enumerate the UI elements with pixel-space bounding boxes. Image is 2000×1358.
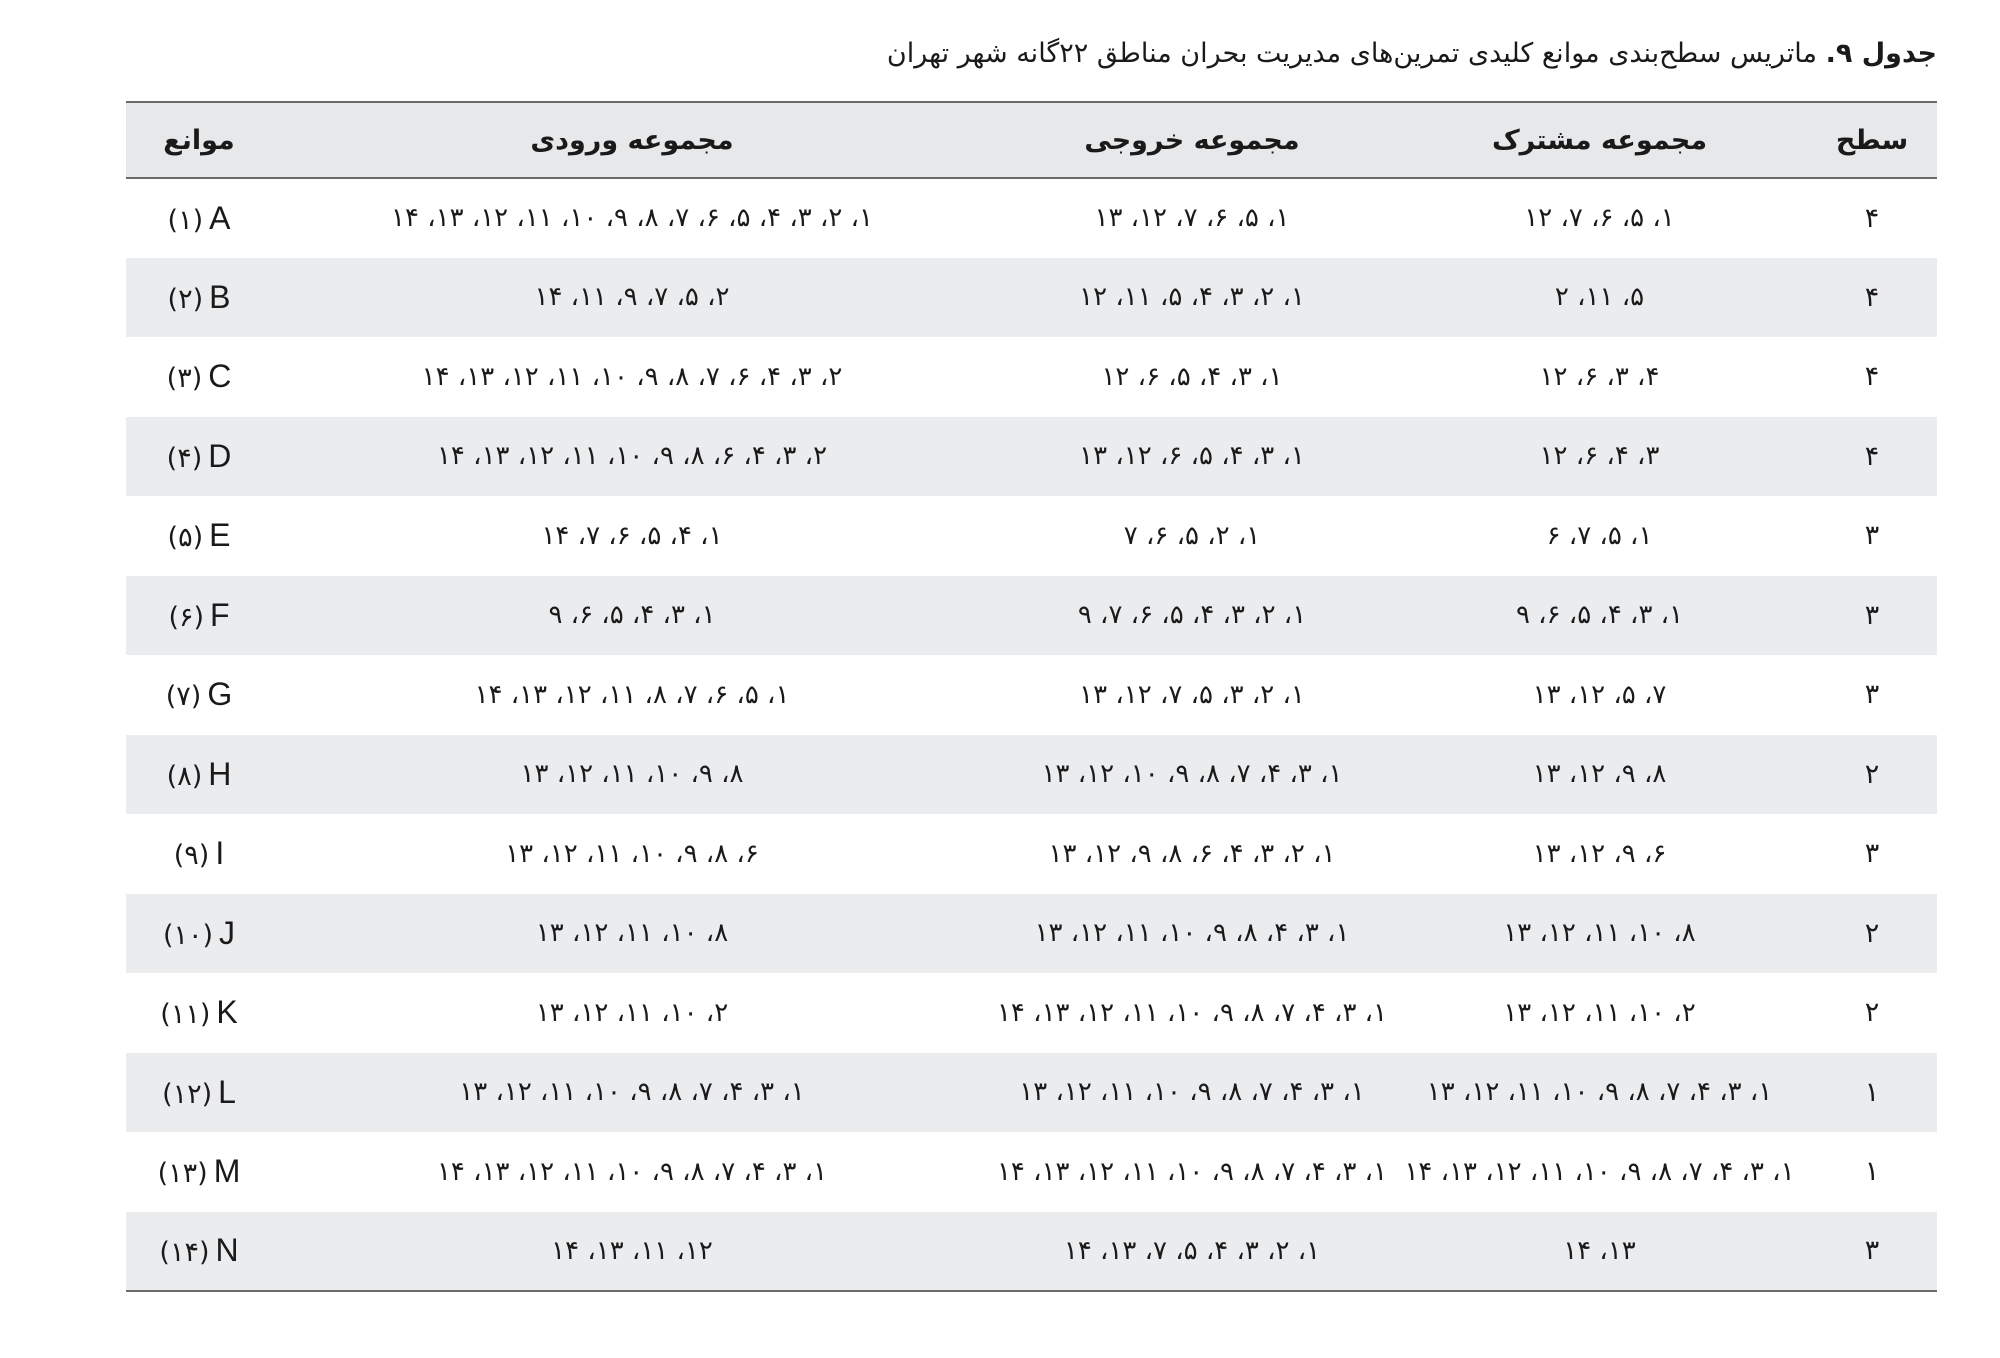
levels-table-container: [126, 101, 1937, 1292]
obstacle-letter: F: [210, 596, 230, 633]
cell-common-set: ۱، ۳، ۴، ۵، ۶، ۹: [1515, 600, 1684, 631]
cell-level: ۳: [1864, 599, 1880, 631]
cell-common-set: ۳، ۴، ۶، ۱۲: [1539, 441, 1660, 472]
cell-input-set: ۱، ۲، ۳، ۴، ۵، ۶، ۷، ۸، ۹، ۱۰، ۱۱، ۱۲، ۱۳، ۱۴: [391, 203, 873, 234]
obstacle-number: (۲): [167, 283, 204, 315]
table-row: [126, 178, 1937, 258]
obstacle-letter: D: [208, 437, 232, 474]
table-row: [126, 576, 1937, 656]
table-header: [126, 102, 1937, 178]
cell-level: ۴: [1864, 281, 1880, 313]
cell-common-set: ۲، ۱۰، ۱۱، ۱۲، ۱۳: [1503, 997, 1696, 1028]
cell-output-set: ۱، ۳، ۴، ۵، ۶، ۱۲: [1101, 361, 1283, 392]
cell-output-set: ۱، ۲، ۳، ۵، ۷، ۱۲، ۱۳: [1079, 679, 1305, 710]
obstacle-letter: E: [209, 517, 231, 554]
table-row: [126, 1212, 1937, 1292]
cell-output-set: ۱، ۲، ۳، ۴، ۵، ۷، ۱۳، ۱۴: [1063, 1235, 1321, 1266]
cell-obstacle: [126, 973, 272, 1053]
cell-common-set: ۷، ۵، ۱۲، ۱۳: [1532, 679, 1667, 710]
cell-output-set: ۱، ۳، ۴، ۸، ۹، ۱۰، ۱۱، ۱۲، ۱۳: [1034, 918, 1350, 949]
cell-obstacle: [126, 178, 272, 258]
table-row: [126, 894, 1937, 974]
cell-obstacle: [126, 655, 272, 735]
obstacle-letter: G: [207, 676, 233, 713]
cell-obstacle: [126, 735, 272, 815]
cell-level: ۳: [1864, 520, 1880, 552]
cell-level: ۴: [1864, 440, 1880, 472]
cell-common-set: ۵، ۱۱، ۲: [1554, 282, 1645, 313]
obstacle-number: (۱۴): [159, 1237, 210, 1269]
obstacle-number: (۱۰): [162, 919, 214, 951]
obstacle-letter: N: [215, 1232, 239, 1269]
cell-output-set: ۱، ۳، ۴، ۷، ۸، ۹، ۱۰، ۱۱، ۱۲، ۱۳، ۱۴: [996, 1156, 1388, 1187]
obstacle-letter: A: [209, 199, 231, 236]
cell-level: ۴: [1864, 361, 1880, 393]
cell-common-set: ۱، ۳، ۴، ۷، ۸، ۹، ۱۰، ۱۱، ۱۲، ۱۳: [1426, 1077, 1773, 1108]
obstacle-letter: K: [216, 994, 238, 1031]
cell-obstacle: [126, 1212, 272, 1292]
cell-input-set: ۸، ۱۰، ۱۱، ۱۲، ۱۳: [535, 918, 729, 949]
cell-output-set: ۱، ۳، ۴، ۷، ۸، ۹، ۱۰، ۱۱، ۱۲، ۱۳: [1019, 1077, 1365, 1108]
obstacle-number: (۱۱): [160, 999, 211, 1031]
cell-input-set: ۱، ۳، ۴، ۷، ۸، ۹، ۱۰، ۱۱، ۱۲، ۱۳، ۱۴: [436, 1156, 828, 1187]
header-common-set: مجموعه مشترک: [1491, 124, 1708, 156]
cell-output-set: ۱، ۵، ۶، ۷، ۱۲، ۱۳: [1094, 203, 1290, 234]
obstacle-letter: I: [215, 835, 225, 872]
cell-obstacle: [126, 576, 272, 656]
table-row: [126, 973, 1937, 1053]
cell-output-set: ۱، ۳، ۴، ۷، ۸، ۹، ۱۰، ۱۱، ۱۲، ۱۳، ۱۴: [996, 997, 1388, 1028]
table-row: [126, 735, 1937, 815]
obstacle-number: (۹): [173, 840, 210, 872]
cell-level: ۴: [1864, 202, 1880, 234]
obstacle-number: (۳): [166, 363, 203, 395]
table-body: [126, 178, 1937, 1291]
cell-common-set: ۱، ۵، ۶، ۷، ۱۲: [1524, 203, 1675, 234]
obstacle-number: (۷): [165, 681, 202, 713]
obstacle-letter: M: [213, 1153, 241, 1190]
levels-matrix-table: [126, 101, 1937, 1292]
table-row: [126, 814, 1937, 894]
cell-input-set: ۱۲، ۱۱، ۱۳، ۱۴: [551, 1235, 713, 1266]
obstacle-number: (۵): [167, 522, 204, 554]
cell-input-set: ۸، ۹، ۱۰، ۱۱، ۱۲، ۱۳: [520, 759, 744, 790]
cell-level: ۱: [1864, 1156, 1880, 1188]
caption-text: ماتریس سطح‌بندی موانع کلیدی تمرین‌های مدیریت بحران مناطق ۲۲گانه شهر تهران: [886, 38, 1817, 69]
cell-output-set: ۱، ۲، ۳، ۴، ۶، ۸، ۹، ۱۲، ۱۳: [1048, 838, 1336, 869]
table-row: [126, 1132, 1937, 1212]
table-caption: [37, 34, 1937, 74]
header-obstacles: موانع: [163, 124, 235, 156]
cell-output-set: ۱، ۳، ۴، ۵، ۶، ۱۲، ۱۳: [1079, 441, 1305, 472]
obstacle-letter: L: [218, 1073, 236, 1110]
obstacle-letter: H: [208, 755, 232, 792]
cell-input-set: ۲، ۳، ۴، ۶، ۷، ۸، ۹، ۱۰، ۱۱، ۱۲، ۱۳، ۱۴: [421, 361, 843, 392]
obstacle-number: (۱۳): [157, 1158, 208, 1190]
cell-common-set: ۸، ۹، ۱۲، ۱۳: [1532, 759, 1667, 790]
cell-input-set: ۲، ۵، ۷، ۹، ۱۱، ۱۴: [534, 282, 730, 313]
cell-obstacle: [126, 258, 272, 338]
cell-obstacle: [126, 496, 272, 576]
table-row: [126, 417, 1937, 497]
cell-common-set: ۱، ۳، ۴، ۷، ۸، ۹، ۱۰، ۱۱، ۱۲، ۱۳، ۱۴: [1404, 1156, 1795, 1187]
obstacle-letter: C: [208, 358, 232, 395]
cell-level: ۲: [1864, 917, 1880, 949]
cell-common-set: ۸، ۱۰، ۱۱، ۱۲، ۱۳: [1503, 918, 1696, 949]
table-row: [126, 337, 1937, 417]
obstacle-letter: J: [219, 914, 236, 951]
obstacle-number: (۱۲): [162, 1078, 213, 1110]
obstacle-number: (۸): [166, 760, 203, 792]
cell-common-set: ۶، ۹، ۱۲، ۱۳: [1532, 838, 1667, 869]
cell-input-set: ۲، ۱۰، ۱۱، ۱۲، ۱۳: [535, 997, 729, 1028]
header-level: سطح: [1835, 124, 1909, 156]
cell-output-set: ۱، ۳، ۴، ۷، ۸، ۹، ۱۰، ۱۲، ۱۳: [1041, 759, 1343, 790]
cell-level: ۲: [1864, 997, 1880, 1029]
cell-obstacle: [126, 894, 272, 974]
cell-level: ۳: [1864, 1235, 1880, 1267]
header-row: [126, 102, 1937, 178]
cell-level: ۲: [1864, 758, 1880, 790]
cell-level: ۳: [1864, 838, 1880, 870]
cell-input-set: ۶، ۸، ۹، ۱۰، ۱۱، ۱۲، ۱۳: [505, 838, 759, 869]
table-row: [126, 655, 1937, 735]
cell-common-set: ۱، ۵، ۷، ۶: [1546, 520, 1653, 551]
header-input-set: مجموعه ورودی: [530, 124, 734, 156]
cell-input-set: ۲، ۳، ۴، ۶، ۸، ۹، ۱۰، ۱۱، ۱۲، ۱۳، ۱۴: [436, 441, 828, 472]
cell-input-set: ۱، ۳، ۴، ۷، ۸، ۹، ۱۰، ۱۱، ۱۲، ۱۳: [459, 1077, 805, 1108]
obstacle-number: (۶): [168, 601, 205, 633]
cell-common-set: ۱۳، ۱۴: [1563, 1235, 1636, 1266]
obstacle-number: (۱): [167, 204, 204, 236]
cell-obstacle: [126, 1132, 272, 1212]
cell-obstacle: [126, 417, 272, 497]
table-row: [126, 258, 1937, 338]
cell-output-set: ۱، ۲، ۳، ۴، ۵، ۶، ۷، ۹: [1077, 600, 1307, 631]
cell-obstacle: [126, 337, 272, 417]
table-row: [126, 1053, 1937, 1133]
cell-input-set: ۱، ۵، ۶، ۷، ۸، ۱۱، ۱۲، ۱۳، ۱۴: [474, 679, 790, 710]
cell-obstacle: [126, 1053, 272, 1133]
cell-common-set: ۴، ۳، ۶، ۱۲: [1539, 361, 1660, 392]
header-output-set: مجموعه خروجی: [1084, 124, 1300, 156]
obstacle-number: (۴): [166, 442, 203, 474]
cell-level: ۱: [1864, 1076, 1880, 1108]
cell-input-set: ۱، ۴، ۵، ۶، ۷، ۱۴: [541, 520, 723, 551]
cell-level: ۳: [1864, 679, 1880, 711]
caption-label: جدول ۹.: [1825, 38, 1937, 69]
cell-output-set: ۱، ۲، ۵، ۶، ۷: [1123, 520, 1261, 551]
obstacle-letter: B: [209, 278, 231, 315]
cell-input-set: ۱، ۳، ۴، ۵، ۶، ۹: [548, 600, 716, 631]
cell-output-set: ۱، ۲، ۳، ۴، ۵، ۱۱، ۱۲: [1079, 282, 1305, 313]
table-row: [126, 496, 1937, 576]
cell-obstacle: [126, 814, 272, 894]
